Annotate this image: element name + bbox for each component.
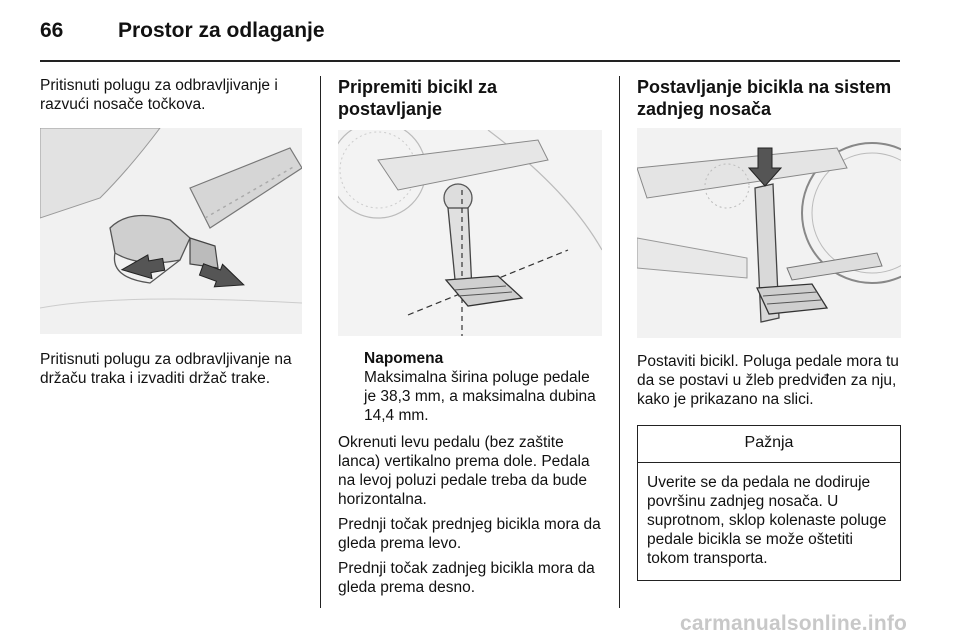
- watermark: carmanualsonline.info: [680, 612, 908, 635]
- column-divider: [320, 76, 321, 608]
- header-rule: [40, 60, 900, 62]
- column-divider: [619, 76, 620, 608]
- paragraph: Prednji točak zadnjeg bicikla mora da gleda prema desno.: [338, 560, 595, 596]
- paragraph: Okrenuti levu pedalu (bez zaštite lanca) vertikalno prema dole. Pedala na levoj poluzi pedale treba da bude horizontalna.: [338, 434, 590, 508]
- instruction-text: Postaviti bicikl. Poluga pedale mora tu da se postavi u žleb predviđen za nju, kako je prikazano na slici.: [637, 353, 899, 408]
- section-heading: Postavljanje bicikla na sistem zadnjeg nosača: [637, 77, 892, 119]
- pedal-position-illustration: [338, 130, 602, 336]
- note-title: Napomena: [364, 350, 444, 367]
- paragraph: Prednji točak prednjeg bicikla mora da gleda prema levo.: [338, 516, 601, 552]
- column-3: [637, 76, 901, 581]
- note-text: Maksimalna širina poluge pedale je 38,3 mm, a maksimalna dubina 14,4 mm.: [364, 369, 596, 424]
- page-header: [40, 14, 900, 58]
- warning-title: Pažnja: [638, 426, 900, 463]
- warning-box: [637, 425, 901, 581]
- warning-text: Uverite se da pedala ne dodiruje površinu zadnjeg nosača. U suprotnom, sklop kolenaste poluge pedale bicikla se može oštetiti tokom transporta.: [647, 474, 887, 567]
- note-block: [338, 350, 602, 425]
- column-2: [338, 76, 602, 597]
- page-number: 66: [40, 19, 64, 42]
- instruction-text: Pritisnuti polugu za odbravljivanje na držaču traka i izvaditi držač trake.: [40, 351, 292, 387]
- bike-mount-illustration: [637, 128, 901, 338]
- instruction-text: Pritisnuti polugu za odbravljivanje i razvući nosače točkova.: [40, 77, 278, 113]
- carrier-release-illustration: [40, 128, 302, 334]
- section-heading: Pripremiti bicikl za postavljanje: [338, 77, 498, 119]
- column-1: [40, 76, 302, 388]
- page-title: Prostor za odlaganje: [118, 19, 325, 42]
